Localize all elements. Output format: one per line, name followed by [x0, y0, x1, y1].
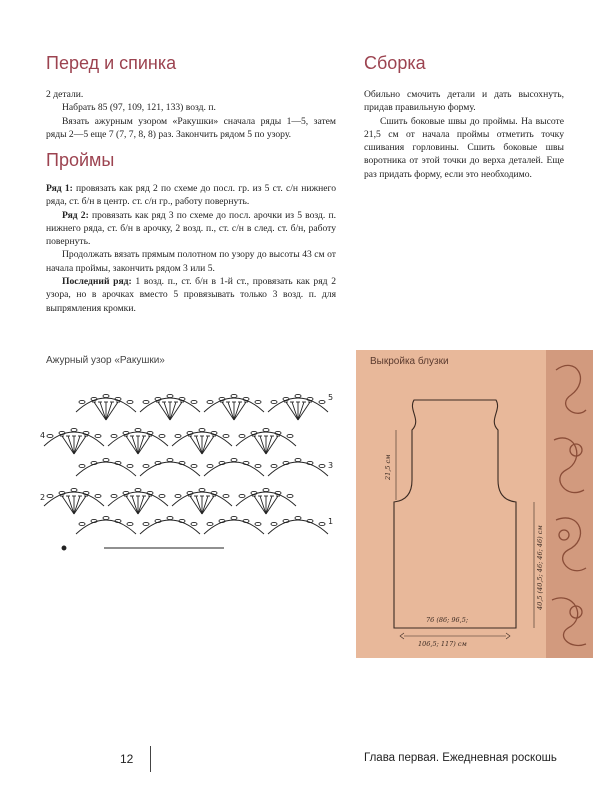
double-crochet-stitch — [286, 402, 298, 420]
assembly-step-2: Сшить боковые швы до проймы. На высоте 21,5 см от начала проймы отметить точку сшивания горловины. Сшить боковые швы воротника от этой точки до верха деталей. Еще раз придать форму, если это необходимо. — [364, 115, 564, 180]
double-crochet-stitch — [234, 402, 246, 420]
double-crochet-stitch — [170, 402, 176, 420]
chain-stitch — [199, 488, 205, 491]
chain-stitch — [271, 522, 277, 525]
double-crochet-stitch — [126, 436, 138, 454]
chain-stitch — [191, 464, 197, 467]
side-length-label: 40,5 (40,5; 46; 46; 46) см — [536, 525, 544, 610]
chain-arch — [76, 520, 136, 534]
chain-arch — [76, 462, 136, 476]
double-crochet-stitch — [68, 436, 74, 454]
diagram-caption: Ажурный узор «Ракушки» — [46, 355, 165, 366]
double-crochet-stitch — [132, 496, 138, 514]
double-crochet-stitch — [260, 436, 266, 454]
blouse-schematic — [356, 350, 546, 658]
chain-stitch — [231, 516, 237, 519]
pattern-instruction: Вязать ажурным узором «Ракушки» сначала ряды 1—5, затем ряды 2—5 еще 7 (7, 7, 8, 8) раз. Закончить рядом 5 по узору. — [46, 115, 336, 140]
height-label: 21,5 см — [384, 454, 392, 480]
double-crochet-stitch — [266, 496, 278, 514]
chain-stitch — [191, 522, 197, 525]
double-crochet-stitch — [298, 402, 304, 420]
chain-stitch — [231, 458, 237, 461]
assembly-text — [364, 88, 564, 181]
row-number-3: 3 — [328, 461, 334, 470]
chain-stitch — [263, 428, 269, 431]
chain-stitch — [159, 434, 165, 437]
double-crochet-stitch — [292, 402, 298, 420]
chain-stitch — [255, 522, 261, 525]
cast-on-instruction: Набрать 85 (97, 109, 121, 133) возд. п. — [62, 102, 216, 114]
chain-stitch — [319, 400, 325, 403]
chapter-title: Глава первая. Ежедневная роскошь — [364, 752, 557, 764]
double-crochet-stitch — [100, 402, 106, 420]
double-crochet-stitch — [228, 402, 234, 420]
front-back-text — [46, 88, 336, 141]
double-crochet-stitch — [138, 436, 150, 454]
pattern-caption: Выкройка блузки — [370, 356, 449, 367]
chain-stitch — [103, 394, 109, 397]
chain-stitch — [191, 400, 197, 403]
chain-stitch — [239, 494, 245, 497]
blouse-pattern-panel — [356, 350, 546, 658]
double-crochet-stitch — [266, 436, 272, 454]
row-number-4: 4 — [40, 431, 46, 440]
double-crochet-stitch — [158, 402, 170, 420]
chain-arch — [268, 520, 328, 534]
armholes-heading: Проймы — [46, 150, 115, 170]
row-number-1: 1 — [328, 517, 334, 526]
chain-stitch — [71, 488, 77, 491]
double-crochet-stitch — [190, 436, 202, 454]
chain-stitch — [79, 464, 85, 467]
chain-arch — [140, 520, 200, 534]
chain-stitch — [271, 464, 277, 467]
chain-stitch — [127, 400, 133, 403]
chain-stitch — [79, 522, 85, 525]
chain-stitch — [95, 434, 101, 437]
double-crochet-stitch — [106, 402, 118, 420]
chain-stitch — [255, 400, 261, 403]
chain-stitch — [143, 522, 149, 525]
chain-arch — [204, 520, 264, 534]
chain-stitch — [199, 428, 205, 431]
double-crochet-stitch — [126, 496, 138, 514]
double-crochet-stitch — [68, 496, 74, 514]
double-crochet-stitch — [266, 436, 278, 454]
double-crochet-stitch — [260, 496, 266, 514]
width-label-line1: 76 (86; 96,5; — [426, 616, 469, 624]
chain-stitch — [175, 434, 181, 437]
chain-stitch — [167, 516, 173, 519]
chain-stitch — [79, 400, 85, 403]
chain-stitch — [207, 522, 213, 525]
decorative-ornament-strip — [546, 350, 593, 658]
chain-stitch — [319, 464, 325, 467]
chain-stitch — [127, 464, 133, 467]
chain-arch — [268, 462, 328, 476]
chain-stitch — [295, 394, 301, 397]
double-crochet-stitch — [266, 496, 272, 514]
chain-stitch — [223, 434, 229, 437]
double-crochet-stitch — [74, 496, 80, 514]
chain-stitch — [167, 458, 173, 461]
chain-stitch — [207, 464, 213, 467]
chain-stitch — [103, 458, 109, 461]
double-crochet-stitch — [74, 496, 86, 514]
double-crochet-stitch — [106, 402, 112, 420]
double-crochet-stitch — [254, 436, 266, 454]
chain-stitch — [319, 522, 325, 525]
chain-stitch — [231, 394, 237, 397]
chain-stitch — [143, 464, 149, 467]
chain-stitch — [175, 494, 181, 497]
pieces-count: 2 детали. — [46, 89, 84, 100]
width-label-line2: 106,5; 117) см — [418, 640, 467, 648]
chain-stitch — [71, 428, 77, 431]
chain-stitch — [295, 516, 301, 519]
chain-stitch — [103, 516, 109, 519]
double-crochet-stitch — [170, 402, 182, 420]
double-crochet-stitch — [138, 436, 144, 454]
double-crochet-stitch — [202, 436, 214, 454]
double-crochet-stitch — [138, 496, 144, 514]
footer-divider — [150, 746, 151, 772]
chain-stitch — [271, 400, 277, 403]
double-crochet-stitch — [222, 402, 234, 420]
double-crochet-stitch — [62, 496, 74, 514]
chain-stitch — [239, 434, 245, 437]
double-crochet-stitch — [164, 402, 170, 420]
front-back-heading: Перед и спинка — [46, 53, 177, 73]
chain-stitch — [111, 494, 117, 497]
double-crochet-stitch — [190, 496, 202, 514]
double-crochet-stitch — [196, 436, 202, 454]
chain-stitch — [47, 434, 53, 437]
chain-stitch — [207, 400, 213, 403]
double-crochet-stitch — [202, 436, 208, 454]
chain-stitch — [287, 494, 293, 497]
assembly-step-1: Обильно смочить детали и дать высохнуть, придав правильную форму. — [364, 89, 564, 114]
continue-instruction: Продолжать вязать прямым полотном по узору до высоты 43 см от начала проймы, закончить рядом 3 или 5. — [46, 249, 336, 274]
double-crochet-stitch — [74, 436, 86, 454]
start-dot — [62, 546, 66, 550]
armholes-text — [46, 182, 336, 315]
chain-stitch — [47, 494, 53, 497]
chain-stitch — [255, 464, 261, 467]
double-crochet-stitch — [298, 402, 310, 420]
chain-stitch — [263, 488, 269, 491]
double-crochet-stitch — [62, 436, 74, 454]
chain-stitch — [111, 434, 117, 437]
row1-instruction: Ряд 1: провязать как ряд 2 по схеме до посл. гр. из 5 ст. с/н нижнего ряда, ст. б/н в центр. ст. с/н гр., работу повернуть. — [46, 183, 336, 208]
chain-stitch — [159, 494, 165, 497]
chain-stitch — [295, 458, 301, 461]
crochet-shell-diagram — [34, 370, 334, 560]
page-number: 12 — [120, 752, 134, 766]
double-crochet-stitch — [132, 436, 138, 454]
row-number-5: 5 — [328, 393, 334, 402]
row-number-2: 2 — [40, 493, 46, 502]
ornament-icon — [546, 350, 593, 658]
chain-stitch — [287, 434, 293, 437]
last-row-instruction: Последний ряд: 1 возд. п., ст. б/н в 1-й ст., провязать как ряд 2 узора, но в арочках вместо 5 провязывать только 3 возд. п. для выпрямления кромки. — [46, 276, 336, 314]
chain-arch — [204, 462, 264, 476]
row2-instruction: Ряд 2: провязать как ряд 3 по схеме до посл. арочки из 5 возд. п. нижнего ряда, ст. б/н в арочку, 2 возд. п., ст. с/н в след. ст. б/н, работу повернуть. — [46, 209, 336, 248]
chain-stitch — [143, 400, 149, 403]
chain-stitch — [135, 428, 141, 431]
double-crochet-stitch — [138, 496, 150, 514]
chain-stitch — [95, 494, 101, 497]
double-crochet-stitch — [254, 496, 266, 514]
double-crochet-stitch — [234, 402, 240, 420]
chain-stitch — [135, 488, 141, 491]
double-crochet-stitch — [74, 436, 80, 454]
double-crochet-stitch — [202, 496, 208, 514]
chain-arch — [140, 462, 200, 476]
assembly-heading: Сборка — [364, 53, 426, 73]
double-crochet-stitch — [94, 402, 106, 420]
chain-stitch — [223, 494, 229, 497]
double-crochet-stitch — [202, 496, 214, 514]
chain-stitch — [167, 394, 173, 397]
chain-stitch — [127, 522, 133, 525]
double-crochet-stitch — [196, 496, 202, 514]
